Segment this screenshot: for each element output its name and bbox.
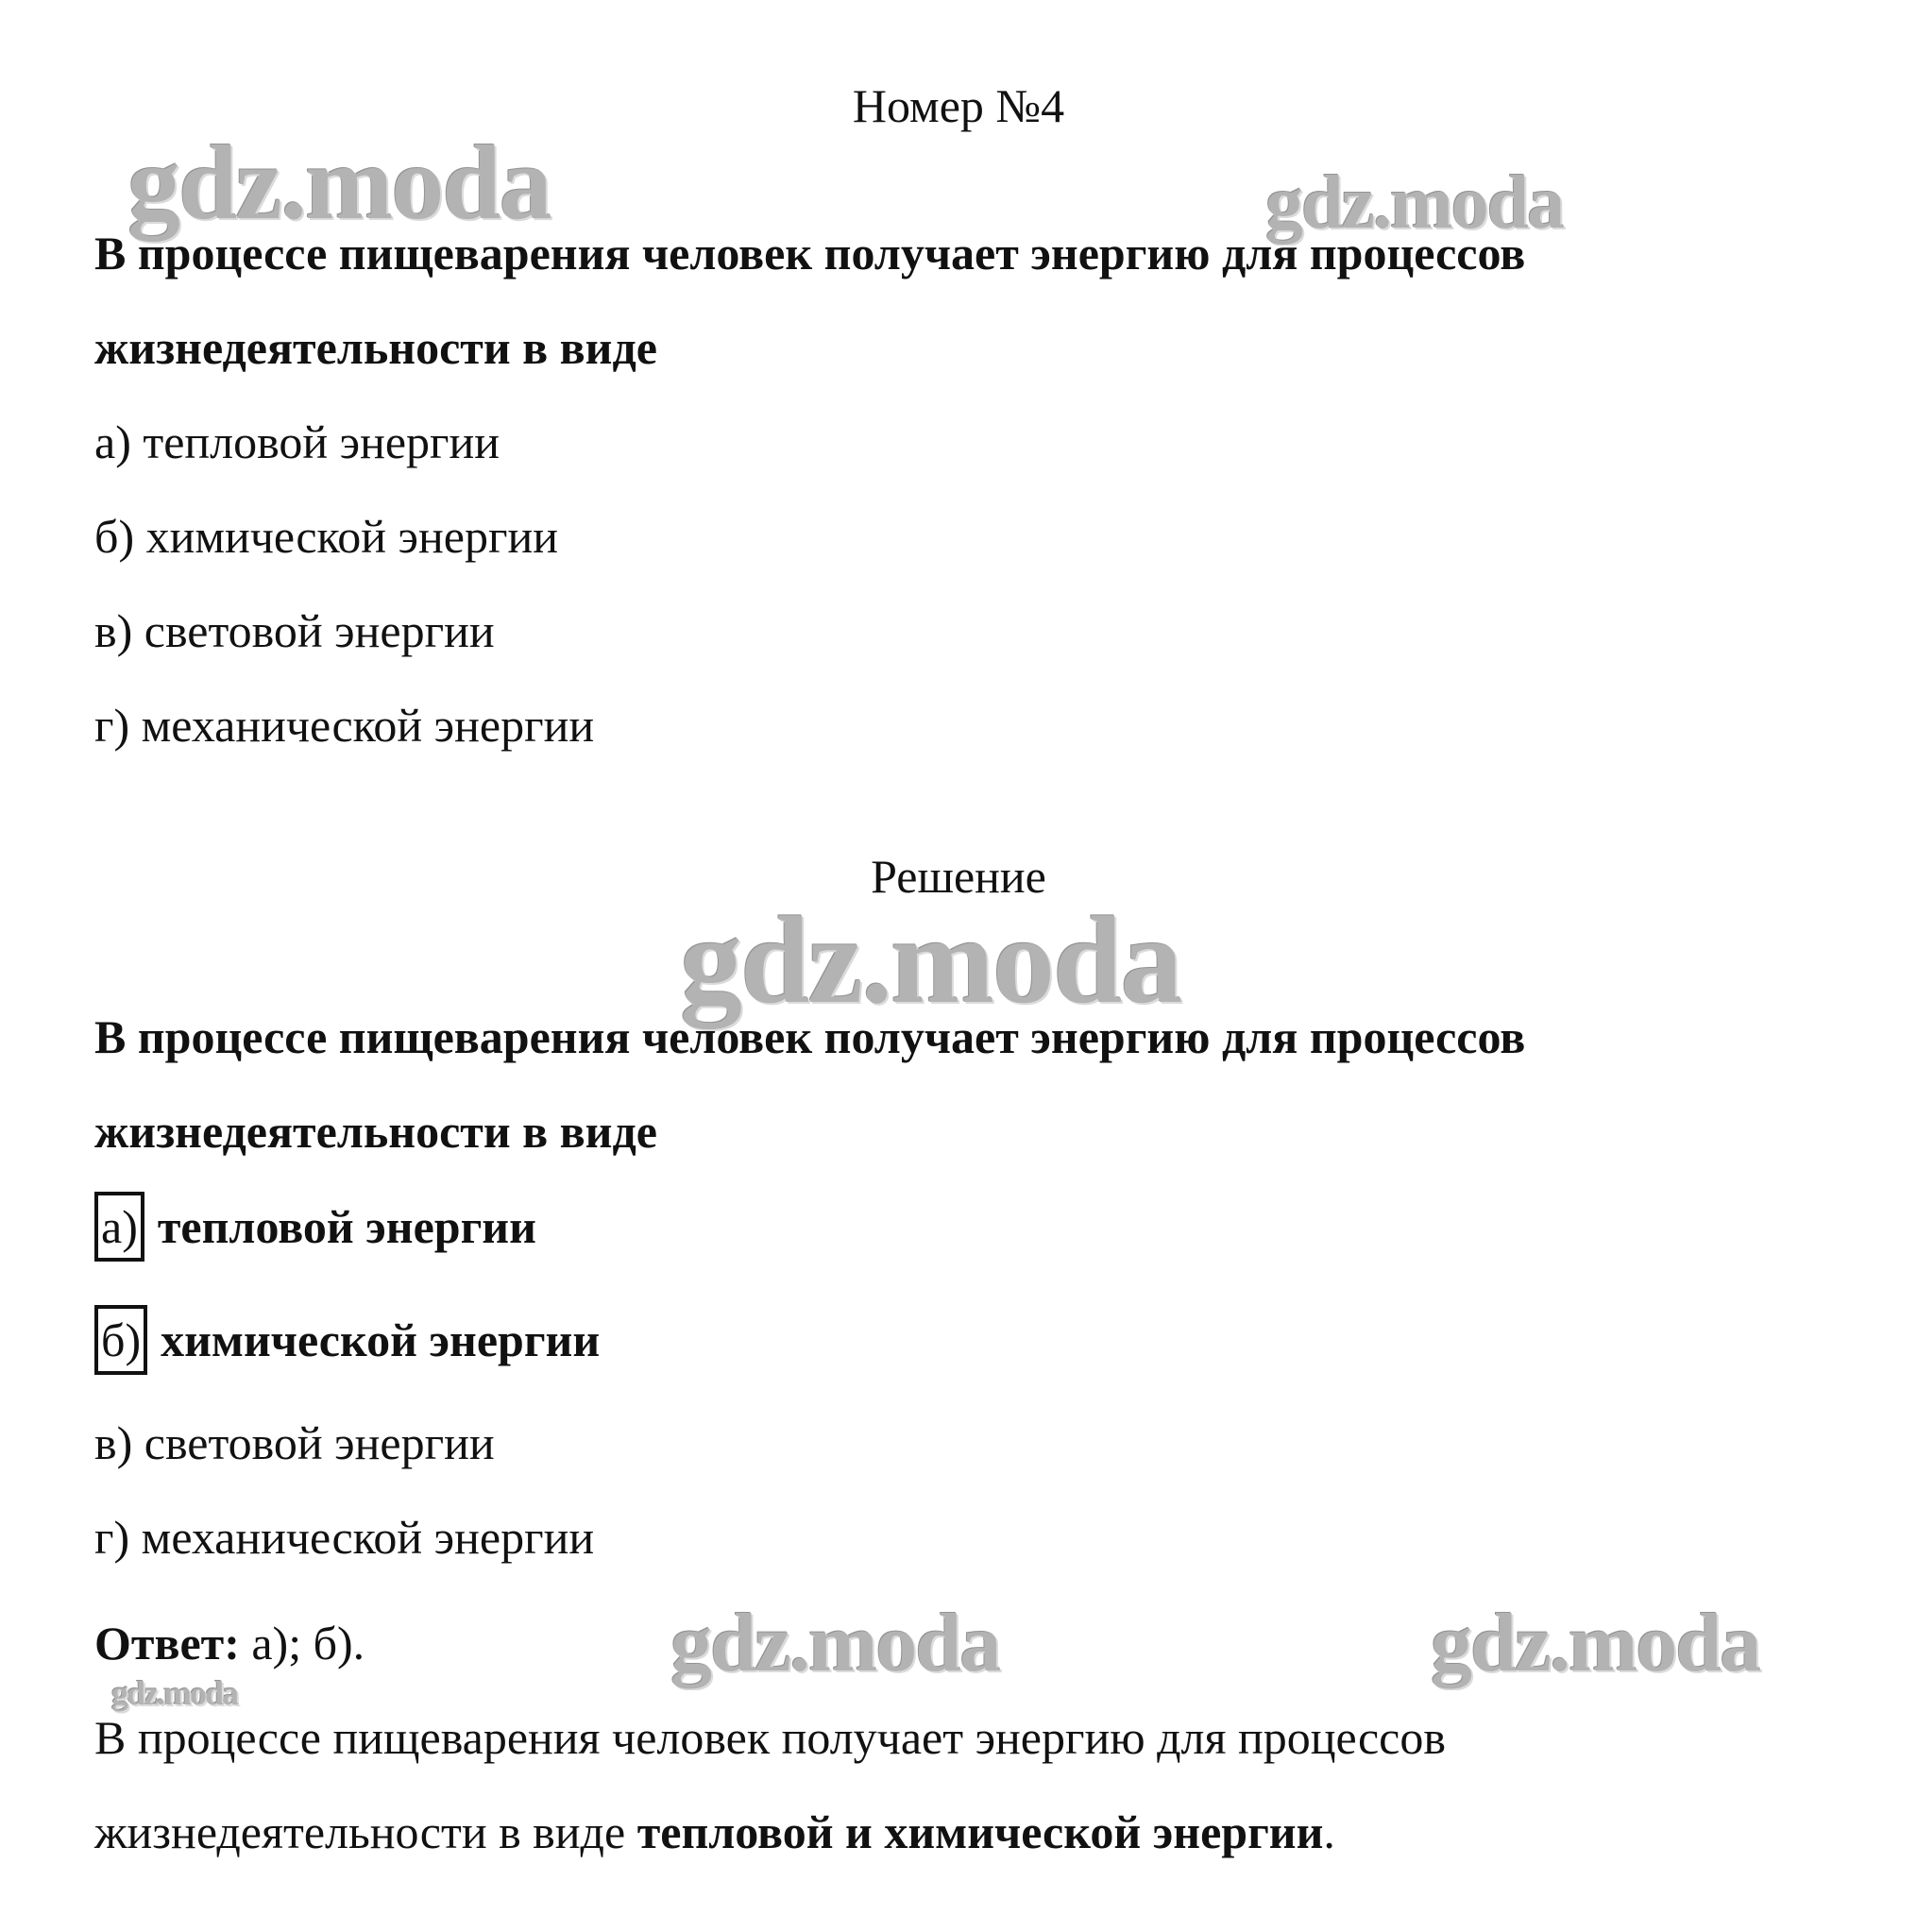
watermark-logo: gdz.moda [670,1598,1000,1689]
solution-option-d-text: механической энергии [141,1511,595,1564]
watermark-logo: gdz.moda [111,1674,238,1712]
solution-option-a-text: тепловой энергии [157,1200,536,1253]
solution-heading: Решение [871,850,1046,903]
solution-option-c [94,1415,495,1471]
question-option-d: г) механической энергии [94,699,595,752]
selected-letter-box-b: б) [94,1305,147,1375]
solution-option-b [94,1305,600,1375]
watermark-logo: gdz.moda [680,890,1181,1029]
answer [94,1615,365,1671]
solution-option-b-text: химической энергии [161,1313,601,1366]
solution-option-d [94,1509,594,1566]
page-title: Номер №4 [852,79,1065,132]
selected-letter-box-a: а) [94,1192,144,1262]
solution-option-c-letter: в) [94,1416,133,1469]
question-option-b: б) химической энергии [94,510,558,563]
question-option-a: а) тепловой энергии [94,415,500,468]
solution-option-c-text: световой энергии [144,1416,495,1469]
explanation-line-2 [94,1804,1335,1860]
solution-option-d-letter: г) [94,1511,130,1564]
explanation-prefix: жизнедеятельности в виде [94,1805,637,1858]
question-text-line-1: В процессе пищеварения человек получает энергию для процессов [94,227,1526,280]
solution-text-line-2: жизнедеятельности в виде [94,1105,657,1158]
watermark-logo: gdz.moda [1265,161,1564,245]
explanation-suffix: . [1323,1805,1335,1858]
answer-label: Ответ: [94,1617,240,1669]
explanation-bold: тепловой и химической энергии [636,1805,1324,1858]
watermark-logo: gdz.moda [127,125,551,242]
watermark-logo: gdz.moda [1431,1598,1760,1689]
question-option-c: в) световой энергии [94,604,495,657]
explanation-line-1: В процессе пищеварения человек получает энергию для процессов [94,1711,1446,1764]
solution-text-line-1: В процессе пищеварения человек получает энергию для процессов [94,1010,1526,1063]
question-text-line-2: жизнедеятельности в виде [94,321,657,374]
solution-option-a [94,1192,536,1262]
answer-value: а); б). [239,1617,365,1669]
